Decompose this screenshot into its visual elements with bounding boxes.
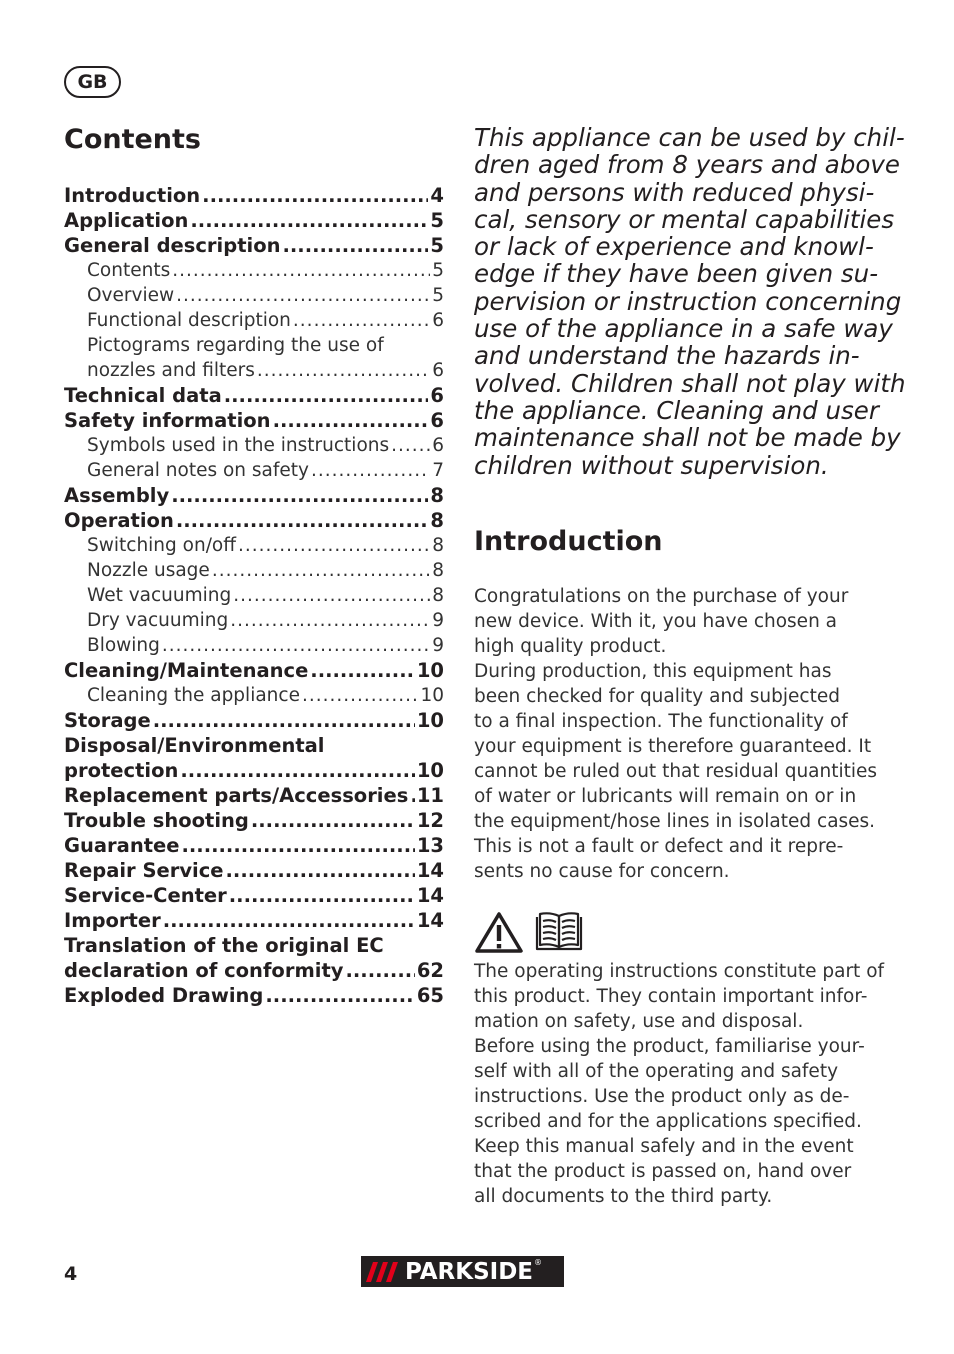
toc-entry (64, 583, 444, 608)
toc-leader-dots (251, 808, 415, 833)
paragraph-line: mation on safety, use and disposal. (474, 1011, 804, 1032)
toc-entry (64, 508, 444, 533)
toc-entry (64, 233, 444, 258)
toc-entry-label: General description (64, 234, 281, 257)
toc-leader-dots (230, 608, 430, 633)
toc-leader-dots (293, 308, 430, 333)
paragraph-line: this product. They contain important infor- (474, 986, 868, 1007)
toc-leader-dots (163, 908, 415, 933)
toc-leader-dots (310, 658, 415, 683)
toc-entry (64, 808, 444, 833)
toc-entry (64, 733, 444, 758)
toc-entry-page: 8 (432, 560, 444, 581)
toc-entry-page: 8 (430, 484, 444, 507)
toc-entry-label: Switching on/off (87, 535, 236, 556)
paragraph-line: Keep this manual safely and in the event (474, 1136, 854, 1157)
toc-entry-label: Application (64, 209, 189, 232)
toc-entry-page: 9 (432, 610, 444, 631)
children-notice-line: maintenance shall not be made by (474, 423, 901, 453)
toc-entry (64, 708, 444, 733)
toc-leader-dots (224, 383, 429, 408)
toc-entry (64, 983, 444, 1008)
paragraph-line: new device. With it, you have chosen a (474, 611, 838, 632)
toc-entry-page: 8 (432, 585, 444, 606)
toc-leader-dots (257, 358, 430, 383)
paragraph-line: instructions. Use the product only as de- (474, 1086, 850, 1107)
toc-leader-dots (273, 408, 429, 433)
toc-entry (64, 908, 444, 933)
paragraph-line: of water or lubricants will remain on or in (474, 786, 857, 807)
children-notice (474, 123, 906, 480)
toc-entry (64, 858, 444, 883)
toc-entry (64, 283, 444, 308)
toc-entry (64, 258, 444, 283)
toc-entry-label: Assembly (64, 484, 170, 507)
toc-entry-page: 5 (430, 209, 444, 232)
children-notice-line: the appliance. Cleaning and user (474, 395, 879, 425)
toc-leader-dots (410, 783, 415, 808)
toc-entry-label: Overview (87, 285, 175, 306)
paragraph-line: cannot be ruled out that residual quantities (474, 761, 878, 782)
toc-entry-page: 6 (430, 384, 444, 407)
toc-entry (64, 558, 444, 583)
toc-entry-page: 14 (416, 909, 444, 932)
toc-entry-page: 10 (420, 685, 444, 706)
toc-entry (64, 833, 444, 858)
toc-leader-dots (311, 458, 430, 483)
toc-entry-label: Service-Center (64, 884, 227, 907)
toc-entry (64, 383, 444, 408)
toc-entry (64, 883, 444, 908)
children-notice-line: pervision or instruction concerning (474, 286, 902, 316)
toc-entry-label: General notes on safety (87, 460, 309, 481)
toc-leader-dots (229, 883, 415, 908)
toc-entry-label: Repair Service (64, 859, 224, 882)
toc-entry-label: protection (64, 759, 179, 782)
toc-entry-page: 7 (432, 460, 444, 481)
toc-leader-dots (265, 983, 414, 1008)
toc-entry-page: 5 (432, 285, 444, 306)
children-notice-line: volved. Children shall not play with (474, 368, 906, 398)
paragraph-line: the equipment/hose lines in isolated cases. (474, 811, 876, 832)
toc-leader-dots (176, 283, 430, 308)
toc-leader-dots (238, 533, 430, 558)
paragraph-line: This is not a fault or defect and it repre- (474, 836, 844, 857)
toc-entry-label: Trouble shooting (64, 809, 249, 832)
toc-leader-dots (176, 508, 429, 533)
toc-entry-label: Functional description (87, 310, 291, 331)
toc-entry (64, 458, 444, 483)
paragraph-line: high quality product. (474, 636, 667, 657)
toc-entry-page: 8 (432, 535, 444, 556)
toc-leader-dots (171, 483, 428, 508)
toc-entry (64, 958, 444, 983)
warning-triangle-icon (474, 911, 524, 953)
toc-entry (64, 208, 444, 233)
toc-entry-label: Operation (64, 509, 174, 532)
toc-leader-dots (172, 258, 430, 283)
page-number: 4 (64, 1263, 78, 1285)
toc-entry (64, 608, 444, 633)
toc-leader-dots (345, 958, 414, 983)
paragraph-line: that the product is passed on, hand over (474, 1161, 852, 1182)
toc-entry-page: 4 (430, 184, 444, 207)
toc-entry-label: Wet vacuuming (87, 585, 232, 606)
toc-entry-label: Symbols used in the instructions (87, 435, 390, 456)
toc-entry (64, 358, 444, 383)
toc-entry (64, 433, 444, 458)
toc-leader-dots (162, 633, 430, 658)
paragraph-line: self with all of the operating and safety (474, 1061, 839, 1082)
toc-entry-page: 13 (416, 834, 444, 857)
instruction-icons (474, 911, 584, 953)
toc-entry-page: 6 (432, 310, 444, 331)
toc-entry-page: 65 (416, 984, 444, 1007)
contents-title: Contents (64, 124, 202, 155)
toc-entry-label: Exploded Drawing (64, 984, 264, 1007)
introduction-paragraph-1 (474, 584, 878, 884)
toc-leader-dots (202, 183, 428, 208)
toc-entry (64, 758, 444, 783)
toc-leader-dots (391, 433, 430, 458)
paragraph-line: sents no cause for concern. (474, 861, 730, 882)
manual-book-icon (534, 911, 584, 953)
toc-leader-dots (282, 233, 428, 258)
toc-entry-label: Blowing (87, 635, 160, 656)
toc-entry (64, 533, 444, 558)
toc-entry-label: Cleaning/Maintenance (64, 659, 309, 682)
toc-leader-dots (212, 558, 430, 583)
toc-entry-label: Guarantee (64, 834, 180, 857)
toc-leader-dots (181, 833, 414, 858)
toc-entry (64, 308, 444, 333)
toc-entry-page: 5 (432, 260, 444, 281)
registered-mark: ® (534, 1258, 543, 1267)
toc-entry-page: 10 (416, 759, 444, 782)
language-badge: GB (64, 66, 121, 98)
toc-entry-page: 6 (432, 360, 444, 381)
toc-entry-label: Translation of the original EC (64, 934, 384, 957)
toc-entry-page: 6 (430, 409, 444, 432)
children-notice-line: and understand the hazards in- (474, 341, 860, 371)
children-notice-line: cal, sensory or mental capabilities (474, 204, 895, 234)
toc-entry-page: 10 (416, 709, 444, 732)
toc-entry-page: 12 (416, 809, 444, 832)
toc-entry-label: declaration of conformity (64, 959, 344, 982)
toc-entry (64, 333, 444, 358)
toc-entry-label: Cleaning the appliance (87, 685, 300, 706)
toc-entry-label: Introduction (64, 184, 201, 207)
toc-entry-label: Safety information (64, 409, 271, 432)
children-notice-line: or lack of experience and knowl- (474, 232, 874, 262)
toc-entry-label: Storage (64, 709, 151, 732)
paragraph-line: During production, this equipment has (474, 661, 832, 682)
toc-entry-page: 11 (416, 784, 444, 807)
toc-entry-page: 5 (430, 234, 444, 257)
toc-entry-page: 9 (432, 635, 444, 656)
children-notice-line: and persons with reduced physi- (474, 177, 875, 207)
toc-entry-page: 14 (416, 859, 444, 882)
toc-entry (64, 408, 444, 433)
logo-slashes-icon (361, 1262, 405, 1282)
children-notice-line: edge if they have been given su- (474, 259, 879, 289)
paragraph-line: The operating instructions constitute part of (474, 961, 885, 982)
paragraph-line: Before using the product, familiarise your- (474, 1036, 865, 1057)
paragraph-line: to a final inspection. The functionality of (474, 711, 848, 732)
toc-entry-label: Nozzle usage (87, 560, 210, 581)
toc-entry-page: 14 (416, 884, 444, 907)
toc-entry (64, 683, 444, 708)
table-of-contents (64, 183, 444, 1008)
toc-entry (64, 183, 444, 208)
toc-entry (64, 933, 444, 958)
toc-entry-page: 8 (430, 509, 444, 532)
paragraph-line: scribed and for the applications specified. (474, 1111, 862, 1132)
children-notice-line: This appliance can be used by chil- (474, 123, 905, 152)
toc-leader-dots (180, 758, 414, 783)
toc-leader-dots (226, 858, 415, 883)
toc-entry (64, 658, 444, 683)
children-notice-line: dren aged from 8 years and above (474, 150, 900, 180)
toc-entry-label: Importer (64, 909, 161, 932)
toc-entry-label: Contents (87, 260, 171, 281)
toc-leader-dots (153, 708, 415, 733)
paragraph-line: been checked for quality and subjected (474, 686, 840, 707)
toc-entry (64, 633, 444, 658)
children-notice-line: children without supervision. (474, 450, 829, 480)
paragraph-line: Congratulations on the purchase of your (474, 586, 849, 607)
logo-text: PARKSIDE (405, 1258, 534, 1285)
toc-leader-dots (233, 583, 430, 608)
parkside-logo (361, 1256, 564, 1287)
introduction-title: Introduction (474, 526, 663, 557)
toc-entry-label: Pictograms regarding the use of (87, 335, 384, 356)
children-notice-line: use of the appliance in a safe way (474, 314, 893, 344)
paragraph-line: your equipment is therefore guaranteed. It (474, 736, 872, 757)
paragraph-line: all documents to the third party. (474, 1186, 773, 1207)
toc-entry-label: Replacement parts/Accessories (64, 784, 409, 807)
toc-entry (64, 783, 444, 808)
introduction-paragraph-2 (474, 959, 885, 1209)
toc-entry-page: 62 (416, 959, 444, 982)
toc-leader-dots (190, 208, 428, 233)
toc-entry-label: Dry vacuuming (87, 610, 229, 631)
toc-entry-page: 6 (432, 435, 444, 456)
toc-entry-label: Technical data (64, 384, 222, 407)
toc-entry (64, 483, 444, 508)
toc-entry-label: Disposal/Environmental (64, 734, 325, 757)
toc-entry-page: 10 (416, 659, 444, 682)
toc-leader-dots (302, 683, 419, 708)
toc-entry-label: nozzles and filters (87, 360, 255, 381)
